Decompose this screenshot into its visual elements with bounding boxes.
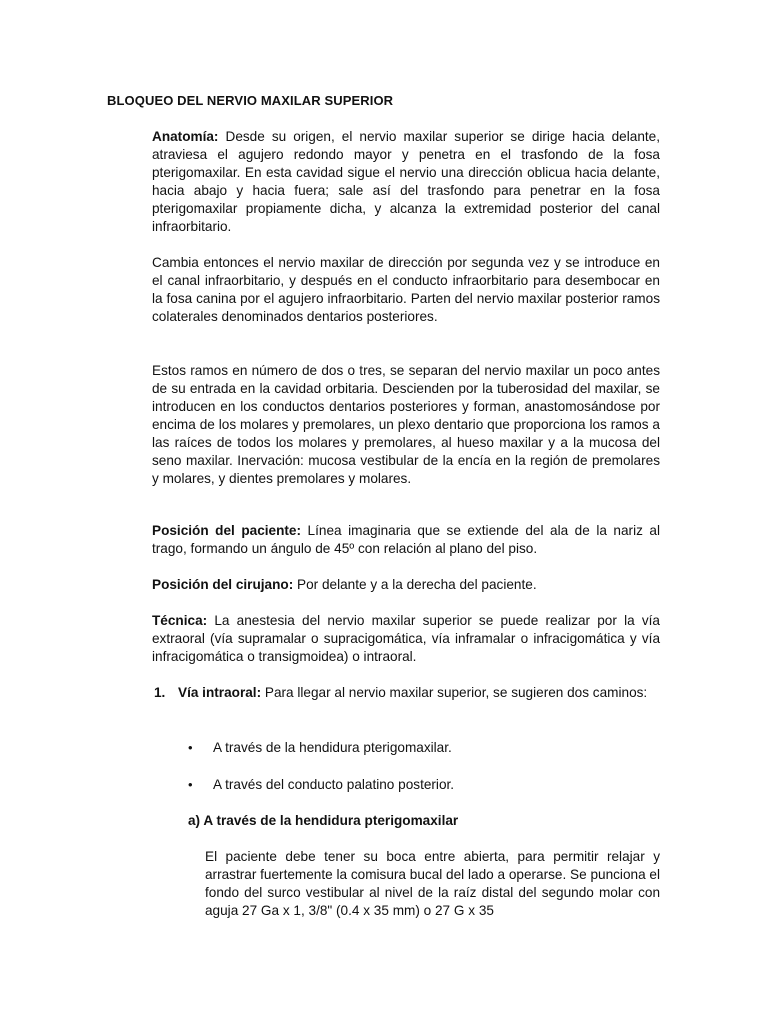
nervio-paragraph-3: Estos ramos en número de dos o tres, se separan del nervio maxilar un poco antes de su entrada en la cavidad orbitaria. Descienden por la tuberosidad del maxilar, se introducen en los conductos dentarios posteriores y forman, anastomosándose por encima de los molares y premolares, un plexo dentario que proporciona los ramos a las raíces de todos los molares y premolares, al hueso maxilar y a la mucosa del seno maxilar. Inervación: mucosa vestibular de la encía en la región de premolares y molares, y dientes premolares y molares.	[152, 363, 660, 486]
subsection-a-paragraph: El paciente debe tener su boca entre abierta, para permitir relajar y arrastrar fuertemente la comisura bucal del lado a operarse. Se punciona el fondo del surco vestibular al nivel de la raíz distal del segundo molar con aguja 27 Ga x 1, 3/8" (0.4 x 35 mm) o 27 G x 35	[205, 849, 660, 918]
nervio-paragraph-2: Cambia entonces el nervio maxilar de dirección por segunda vez y se introduce en el canal infraorbitario, y después en el conducto infraorbitario para desembocar en la fosa canina por el agujero infraorbitario. Parten del nervio maxilar posterior ramos colaterales denominados dentarios posteriores.	[152, 255, 660, 324]
anatomia-label: Anatomía:	[152, 129, 219, 144]
tecnica-text: La anestesia del nervio maxilar superior se puede realizar por la vía extraoral (vía supramalar o supracigomática, vía inframalar o infracigomática y vía infracigomática o transigmoidea) o intraoral.	[152, 613, 660, 664]
posicion-cirujano-label: Posición del cirujano:	[152, 577, 294, 592]
tecnica-paragraph	[152, 612, 660, 666]
tecnica-label: Técnica:	[152, 613, 208, 628]
posicion-paciente-text: Línea imaginaria que se extiende del ala de la nariz al trago, formando un ángulo de 45º con relación al plano del piso.	[152, 523, 661, 556]
via-intraoral-paragraph	[178, 684, 660, 702]
anatomia-text: Desde su origen, el nervio maxilar superior se dirige hacia delante, atraviesa el agujero redondo mayor y penetra en el trasfondo de la fosa pterigomaxilar. En esta cavidad sigue el nervio una dirección oblicua hacia delante, hacia abajo y hacia fuera; sale así del trasfondo para penetrar en la fosa pterigomaxilar propiamente dicha, y alcanza la extremidad posterior del canal infraorbitario.	[152, 129, 660, 234]
bullet-icon: •	[188, 740, 193, 755]
via-intraoral-text: Para llegar al nervio maxilar superior, se sugieren dos caminos:	[261, 685, 648, 700]
bullet-item-hendidura: A través de la hendidura pterigomaxilar.	[213, 740, 452, 755]
list-number-1: 1.	[154, 685, 166, 700]
via-intraoral-label: Vía intraoral:	[178, 685, 262, 700]
anatomia-paragraph	[152, 128, 660, 236]
bullet-icon: •	[188, 777, 193, 792]
posicion-paciente-paragraph	[152, 522, 660, 558]
posicion-cirujano-paragraph	[152, 576, 660, 594]
posicion-paciente-label: Posición del paciente:	[152, 523, 302, 538]
posicion-cirujano-text: Por delante y a la derecha del paciente.	[293, 577, 537, 592]
bullet-item-conducto: A través del conducto palatino posterior.	[213, 777, 455, 792]
subsection-heading-a: a) A través de la hendidura pterigomaxilar	[188, 813, 459, 828]
document-title: BLOQUEO DEL NERVIO MAXILAR SUPERIOR	[107, 93, 394, 108]
